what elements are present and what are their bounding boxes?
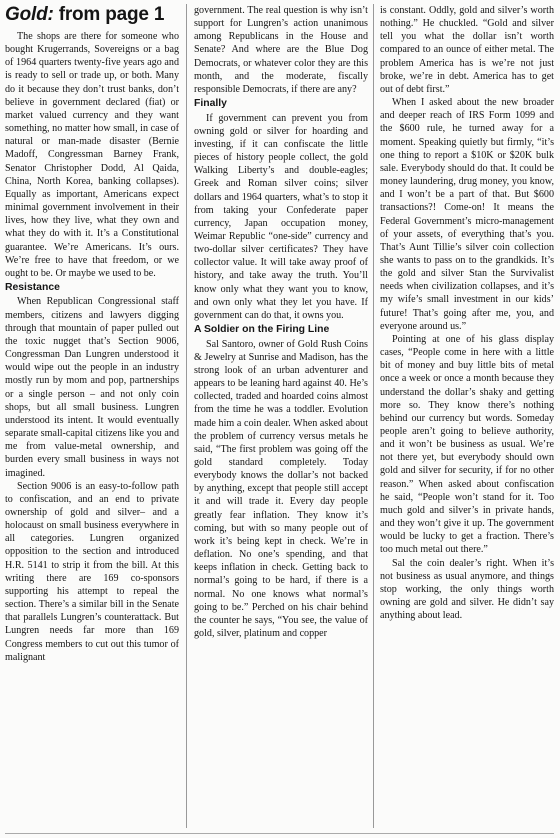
subhead-soldier: A Soldier on the Firing Line <box>194 324 330 336</box>
paragraph: When I asked about the new broader and deeper reach of IRS Form 1099 and the $600 rule, he turned away for a moment. Speaking quietly but firmly, “it’s one thing to report a $10K or $20K bulk sale. Everybody should do that. It could be money laundering, drug money, you know, and I won’t be a part of that. But $600 transactions?! Come-on! It means the Federal Government’s micro-management of your assets, of everything that’s you. That’s Aunt Tillie’s silver coin collection she wants to pass on to the grandkids. It’s the gold and silver Stan the Survivalist needs when civilization collapses, and it’s my wife’s small investment in our kids’ future! That’s going after me, you, and everyone around us.” <box>380 97 554 332</box>
paragraph: Pointing at one of his glass display cases, “People come in here with a little bit of money and buy little bits of metal once a week or once a month because they understand the dollar’s shaky and getting more so. They know there’s nothing behind our currency but words. Someday people aren’t going to believe authority, and it won’t be business as usual. We’re not there yet, but everybody should own gold and silver for security, if for no other reason.” When asked about confiscation he said, “People won’t stand for it. Too much gold and silver’s in private hands, and they won’t give it up. The government would be lucky to get a fraction. There’s too much metal out there.” <box>380 333 554 556</box>
title-continuation: from page 1 <box>53 4 165 25</box>
paragraph: government. The real question is why isn’t support for Lungren’s action unanimous among Republicans in the House and Senate? And where are the Blue Dog Democrats, or whatever color they are this month, and the moderate, fiscally responsible Democrats, if there are any? <box>194 5 368 95</box>
paragraph: Sal Santoro, owner of Gold Rush Coins & Jewelry at Sunrise and Madison, has the strong look of an urban adventurer and appears to be leaning hard against 40. He’s collected, traded and hoarded coins almost from the time he was a toddler. Evolution made him a coin dealer. When asked about the problem of currency versus metals he said, “The first problem was going off the gold standard completely. Today everybody knows the dollar’s not backed by anything, except that people still accept it and will trade it. Every day people greatly fear inflation. They know it’s coming, but with so many people out of work it’s being kept in check. We’re in deflation. No one’s spending, and that keeps inflation in check. Getting back to normal’s going to be hard, if there is a normal. No one knows what normal’s going to be.” Perched on his chair behind the counter he says, “You see, the value of gold, silver, platinum and copper <box>194 338 368 640</box>
column-1 <box>5 4 179 664</box>
paragraph: Sal the coin dealer’s right. When it’s not business as usual anymore, and things stop working, the only things worth owning are gold and silver. He didn’t say anything about lead. <box>380 557 554 622</box>
article-title <box>5 4 179 26</box>
column-3 <box>380 4 554 622</box>
page-bottom-rule <box>5 833 554 834</box>
paragraph: When Republican Congressional staff members, citizens and lawyers digging through that mountain of paper pulled out the toxic nugget that’s Section 9006, Congressman Dan Lungren understood it would wipe out the people in an industry mostly run by mom and pop, partnerships or a single person – and not only coin shops, but all small business. Lungren understood its intent. It would eventually separate small-capital citizens like you and me from value-metal ownership, and burden every small business in ways not imagined. <box>5 296 179 479</box>
column-2 <box>194 4 368 640</box>
paragraph: is constant. Oddly, gold and silver’s worth nothing.” He chuckled. “Gold and silver tell you what the dollar isn’t worth compared to an ounce of either metal. The problem America has is we’re not just broke, we’re in debt. America has to get out of debt first.” <box>380 5 554 95</box>
column-divider <box>186 4 187 828</box>
paragraph: If government can prevent you from owning gold or silver for hoarding and investing, if it can confiscate the little pieces of history people collect, the gold Walking Liberty’s and double-eagles; Greek and Roman silver coins; silver dollars and 1964 quarters, what’s to stop it from taking your Confederate paper currency, Japan occupation money, Weimar Republic “one-side” currency and two-dollar silver certificates? They have collector value. It will take away proof of history, and take away the truth. You’ll know only what they want you to know, and own only what they let you have. If government can do that, it owns you. <box>194 112 368 321</box>
subhead-finally: Finally <box>194 98 227 110</box>
paragraph: The shops are there for someone who bought Krugerrands, Sovereigns or a bag of 1964 quarters twenty-five years ago and is ready to sell or trade up, or both. Many do it because they don’t trust banks, don’t believe in government declared (fiat) or market valued currency and they want something, no matter how small, in case of natural or man-made disaster (Bernie Madoff, Congressman Barney Frank, Senator Christopher Dodd, Al Qaida, China, North Korea, banking collapses). Equally as important, Americans expect minimal government involvement in their lives, how they live, what they own and what they do with it. It’s a Constitutional guarantee. We’re Americans. It’s ours. We’re free to have that freedom, or we ought to be. Or maybe we used to be. <box>5 31 179 279</box>
paragraph: Section 9006 is an easy-to-follow path to confiscation, and an end to private ownership of gold and silver– and a holocaust on small business everywhere in all categories. Lungren organized opposition to the section and introduced H.R. 5141 to strip it from the bill. At this writing there are 169 co-sponsors supporting his attempt to repeal the section. There’s a similar bill in the Senate that parallels Lungren’s counterattack. But Lungren needs far more than 169 Congress members to cut out this tumor of malignant <box>5 480 179 663</box>
title-keyword: Gold: <box>5 4 54 25</box>
subhead-resistance: Resistance <box>5 281 60 293</box>
column-divider <box>373 4 374 828</box>
